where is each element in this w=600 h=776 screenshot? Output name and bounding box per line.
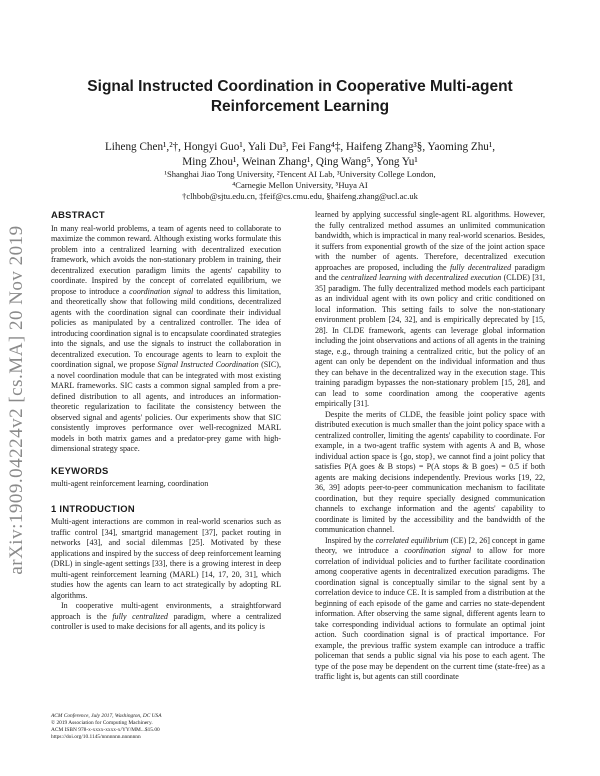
author-list — [60, 140, 540, 170]
footnote-doi: https://doi.org/10.1145/nnnnnnn.nnnnnnn — [51, 734, 141, 740]
keywords-heading: KEYWORDS — [51, 464, 109, 476]
right-column — [315, 210, 545, 683]
footnote-isbn: ACM ISBN 978-x-xxxx-xxxx-x/YY/MM...$15.00 — [51, 727, 160, 733]
affiliation-line-1: ¹Shanghai Jiao Tong University, ²Tencent AI Lab, ³University College London, — [164, 169, 436, 179]
title-line-2: Reinforcement Learning — [210, 98, 390, 115]
authors-line-1: Liheng Chen¹,²†, Hongyi Guo¹, Yali Du³, Fei Fang⁴‡, Haifeng Zhang³§, Yaoming Zhu¹, — [104, 141, 496, 153]
title-line-1: Signal Instructed Coordination in Cooperative Multi-agent — [87, 78, 513, 95]
intro-paragraph-2: In cooperative multi-agent environments, a straightforward approach is the fully centralized paradigm, where a centralized controller is used to make decisions for all agents, and its policy is — [51, 601, 281, 631]
footnote-conference: ACM Conference, July 2017, Washington, DC USA — [51, 713, 162, 719]
abstract-paragraph: In many real-world problems, a team of agents need to collaborate to maximize the common reward. Although existing works formulate this problem into a centralized learning with decentralized execution framework, which avoids the non-stationary problem in training, their decentralized execution paradigm limits the agents' capability to coordinate. Inspired by the concept of correlated equilibrium, we propose to introduce a coordination signal to address this limitation, and theoretically show that following mild conditions, decentralized agents with the coordination signal can coordinate their individual policies as manipulated by a centralized controller. The idea of introducing coordination signal is to encapsulate coordinated strategies into the signals, and use the signals to instruct the collaboration in decentralized execution. To encourage agents to learn to exploit the coordination signal, we propose Signal Instructed Coordination (SIC), a novel coordination module that can be integrated with most existing MARL frameworks. SIC casts a common signal sampled from a pre-defined distribution to all agents, and introduces an information-theoretic regularization to facilitate the consistency between the observed signal and agents' policies. Our experiments show that SIC consistently improves performance over well-recognized MARL models in both matrix games and a predator-prey game with high-dimensional strategy space. — [51, 223, 281, 453]
right-paragraph-3: Inspired by the correlated equilibrium (CE) [2, 26] concept in game theory, we introduce a coordination signal to allow for more correlation of individual policies and to further facilitate coordination among cooperative agents in decentralized execution paradigms. The coordination signal is conceptually similar to the signal sent by a correlation device to induce CE. It is sampled from a distribution at the beginning of each episode of the game and carries no state-dependent information. After observing the same signal, different agents learn to take corresponding individual actions to formulate an optimal joint action. Such coordination signal is of practical importance. For example, the previous traffic system example can introduce a traffic policeman that sends a public signal via his pose to each agent. The type of the pose may be dependent on the current time (state-free) as a traffic light is, but agents can still coordinate — [315, 535, 545, 681]
left-column — [51, 210, 281, 633]
paper-title — [60, 77, 540, 117]
keywords-text: multi-agent reinforcement learning, coordination — [51, 479, 209, 488]
footnote-copyright: © 2019 Association for Computing Machinery. — [51, 720, 153, 726]
contact-emails: †clhbob@sjtu.edu.cn, ‡feif@cs.cmu.edu, §haifeng.zhang@ucl.ac.uk — [182, 191, 418, 201]
right-paragraph-1: learned by applying successful single-agent RL algorithms. However, the fully centralized method assumes an unlimited communication bandwidth, which is impractical in many real-world scenarios. Besides, it suffers from exponential growth of the size of the joint action space with the number of agents. Therefore, decentralized execution approaches are proposed, including the fully decentralized paradigm and the centralized learning with decentralized execution (CLDE) [31, 35] paradigm. The fully decentralized method models each participant as an individual agent with its own policy and critic conditioned on local information. This setting fails to solve the non-stationary environment problem [24, 32], and is empirically deprecated by [15, 28]. In CLDE framework, agents can leverage global information including the joint observations and actions of all agents in the training stage, e.g., through training a centralized critic, but the policy of an agent can only be dependent on the individual information and thus they can behave in the decentralized way in the execution stage. This training paradigm bypasses the non-stationary problem [15, 28], and can lead to some coordination among the cooperative agents empirically [31]. — [315, 210, 546, 408]
right-paragraph-2: Despite the merits of CLDE, the feasible joint policy space with distributed execution is much smaller than the joint policy space with a centralized controller, limiting the agents' capability to coordinate. For example, in a two-agent traffic system with agents A and B, whose individual action space is {go, stop}, we cannot find a joint policy that satisfies P(A goes & B stops) = P(A stops & B goes) = 0.5 if both agents are making decisions independently. Previous works [19, 22, 36, 39] adopts peer-to-peer communication mechanism to facilitate coordination, but they require specially designed communication channels to exchange information and the agents' capability to coordinate is limited by the accessibility and the bandwidth of the communication channel. — [315, 409, 545, 534]
arxiv-stamp: arXiv:1909.04224v2 [cs.MA] 20 Nov 2019 — [6, 225, 27, 575]
authors-line-2: Ming Zhou¹, Weinan Zhang¹, Qing Wang⁵, Yong Yu¹ — [182, 156, 418, 168]
affiliation-line-2: ⁴Carnegie Mellon University, ⁵Huya AI — [232, 180, 368, 190]
abstract-heading: ABSTRACT — [51, 209, 105, 220]
introduction-heading: 1 INTRODUCTION — [51, 502, 135, 514]
affiliations — [60, 169, 540, 202]
intro-paragraph-1: Multi-agent interactions are common in real-world scenarios such as traffic control [34], smartgrid management [37], packet routing in networks [43], and social dilemmas [25]. Motivated by these applications and inspired by the success of deep reinforcement learning (DRL) in single-agent settings [33], there is a growing interest in deep multi-agent reinforcement learning (MARL) [14, 17, 20, 31], which studies how the agents can learn to act strategically by adopting RL algorithms. — [51, 517, 281, 600]
acm-footnote — [51, 713, 281, 741]
